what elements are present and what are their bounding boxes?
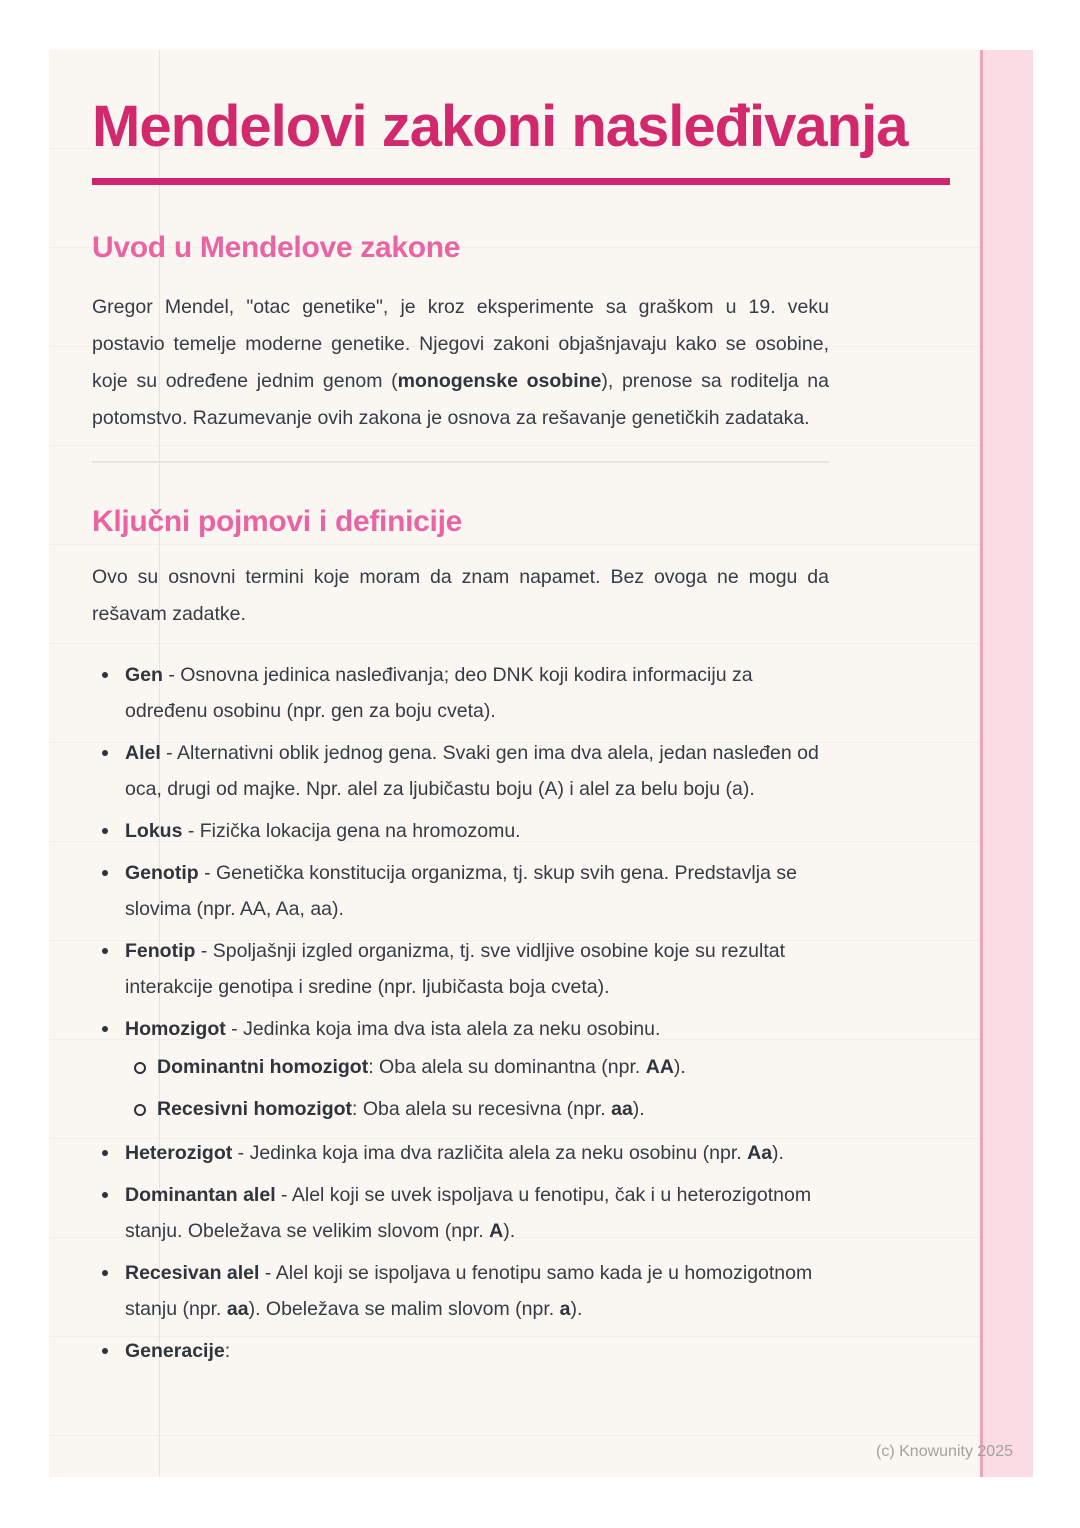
title-underline xyxy=(92,178,950,185)
list-item: Lokus - Fizička lokacija gena na hromozomu. xyxy=(92,813,829,849)
list-item: Genotip - Genetička konstitucija organizma, tj. skup svih gena. Predstavlja se slovima (npr. AA, Aa, aa). xyxy=(92,855,829,927)
list-item: Heterozigot - Jedinka koja ima dva različita alela za neku osobinu (npr. Aa). xyxy=(92,1135,829,1171)
intro-paragraph: Gregor Mendel, "otac genetike", je kroz eksperimente sa graškom u 19. veku postavio temelje moderne genetike. Njegovi zakoni objašnjavaju kako se osobine, koje su određene jednim genom (monogenske osobine), prenose sa roditelja na potomstvo. Razumevanje ovih zakona je osnova za rešavanje genetičkih zadataka. xyxy=(92,296,829,429)
section-divider xyxy=(92,461,829,463)
list-item: Generacije: xyxy=(92,1333,829,1369)
list-item: Recesivan alel - Alel koji se ispoljava u fenotipu samo kada je u homozigotnom stanju (npr. aa). Obeležava se malim slovom (npr. a). xyxy=(92,1255,829,1327)
list-item: Homozigot - Jedinka koja ima dva ista alela za neku osobinu. Dominantni homozigot: Oba alela su dominantna (npr. AA). Recesivni homozigot: Oba alela su recesivna (npr. aa). xyxy=(92,1011,829,1127)
list-item: Alel - Alternativni oblik jednog gena. Svaki gen ima dva alela, jedan nasleđen od oca, drugi od majke. Npr. alel za ljubičastu boju (A) i alel za belu boju (a). xyxy=(92,735,829,807)
accent-stripe xyxy=(980,50,1033,1477)
page-title: Mendelovi zakoni nasleđivanja xyxy=(92,94,908,159)
sub-list-item: Recesivni homozigot: Oba alela su recesivna (npr. aa). xyxy=(125,1091,829,1127)
section-heading-intro: Uvod u Mendelove zakone xyxy=(92,231,461,264)
terms-intro-paragraph: Ovo su osnovni termini koje moram da znam napamet. Bez ovoga ne mogu da rešavam zadatke. xyxy=(92,566,829,625)
list-item: Gen - Osnovna jedinica nasleđivanja; deo DNK koji kodira informaciju za određenu osobinu (npr. gen za boju cveta). xyxy=(92,657,829,729)
note-content xyxy=(92,50,952,1375)
list-item: Dominantan alel - Alel koji se uvek ispoljava u fenotipu, čak i u heterozigotnom stanju. Obeležava se velikim slovom (npr. A). xyxy=(92,1177,829,1249)
key-terms-list xyxy=(92,657,829,1369)
note-card xyxy=(49,50,1033,1477)
section-heading-terms: Ključni pojmovi i definicije xyxy=(92,505,462,538)
sub-list xyxy=(125,1049,829,1127)
footer-copyright: (c) Knowunity 2025 xyxy=(876,1443,1013,1460)
list-item: Fenotip - Spoljašnji izgled organizma, tj. sve vidljive osobine koje su rezultat interakcije genotipa i sredine (npr. ljubičasta boja cveta). xyxy=(92,933,829,1005)
sub-list-item: Dominantni homozigot: Oba alela su dominantna (npr. AA). xyxy=(125,1049,829,1085)
